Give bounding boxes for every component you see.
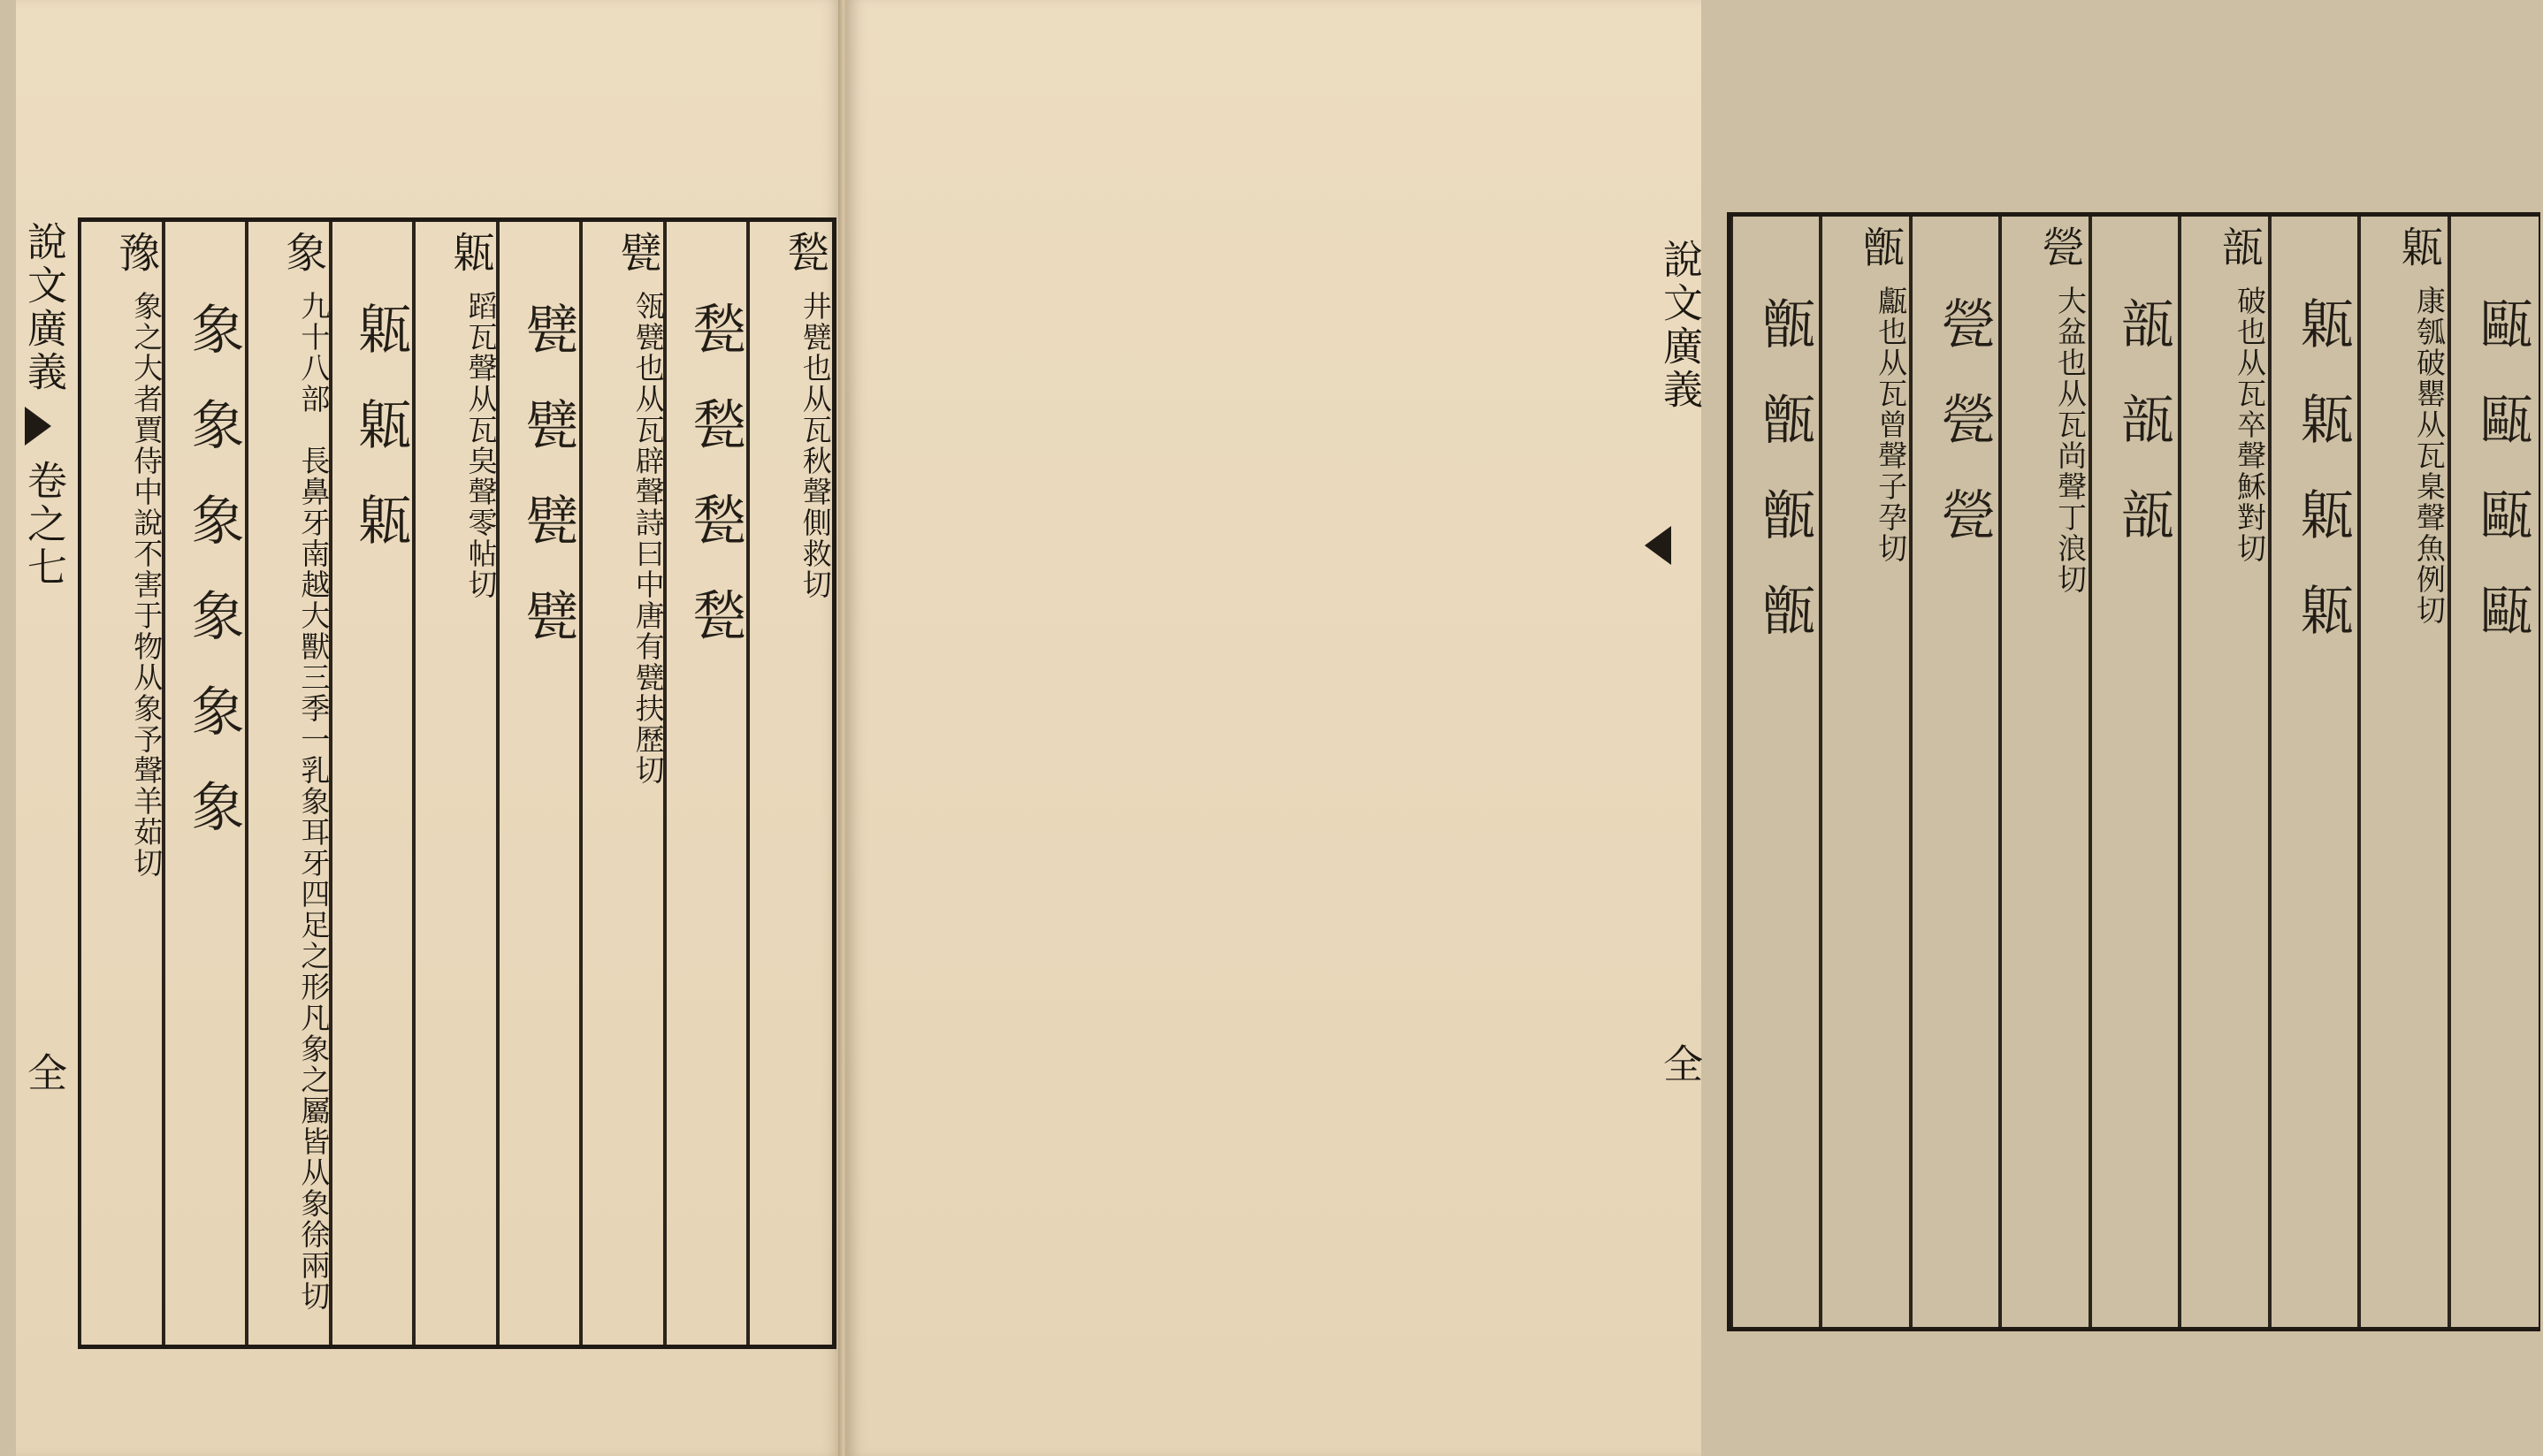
- right_page-gloss: 甗也从瓦曾聲子孕切: [1874, 286, 1909, 564]
- left_page-seal-forms: 甓甓甓甓: [516, 301, 579, 683]
- left-margin-bottom: 全: [20, 1052, 67, 1095]
- left_page-column: [164, 222, 248, 1345]
- right_page-column: [2359, 217, 2448, 1327]
- left_page-gloss: 九十八部 長鼻牙南越大獸三季一乳象耳牙四足之形凡象之屬皆从象徐兩切: [296, 291, 332, 1312]
- right_page-headword: 甑: [1856, 225, 1905, 267]
- left_page-column: [581, 222, 665, 1345]
- fishtail-mark: [25, 407, 51, 446]
- left-margin-volume: 卷之七: [20, 460, 67, 590]
- left_page-column: [414, 222, 498, 1345]
- right_page-column: [2000, 217, 2089, 1327]
- left_page-gloss: 井甓也从瓦秋聲側救切: [798, 291, 833, 600]
- left_page-headword: 甃: [780, 231, 829, 272]
- right_page-column: [1731, 217, 1821, 1327]
- left_page-column: [498, 222, 582, 1345]
- right_page-column: [1821, 217, 1910, 1327]
- right_page-seal-forms: 甇甇甇: [1933, 296, 1996, 583]
- left_page-headword: 豫: [111, 231, 161, 272]
- right_page-column: [1911, 217, 2000, 1327]
- right_page-gloss: 大盆也从瓦尚聲丁浪切: [2053, 286, 2089, 595]
- left-page: [16, 0, 842, 1456]
- right_page-headword: 甇: [2035, 225, 2085, 267]
- left_page-column: [665, 222, 749, 1345]
- left_page-column: [331, 222, 415, 1345]
- right-page: [845, 0, 2533, 1456]
- right_page-column: [2090, 217, 2180, 1327]
- left_page-column: [748, 222, 832, 1345]
- left_page-gloss: 象之大者賈侍中說不害于物从象予聲羊茹切: [129, 291, 164, 879]
- fishtail-mark-right: [1645, 526, 1671, 565]
- left-margin-title: 說文廣義: [20, 221, 67, 394]
- left_page-column: [247, 222, 331, 1345]
- right-margin-title: 說文廣義: [1656, 239, 1703, 412]
- left_page-seal-forms: 甈甈甈: [349, 301, 412, 588]
- left_page-headword: 象: [279, 231, 328, 272]
- left_page-headword: 甓: [613, 231, 662, 272]
- left_page-seal-forms: 象象象象象象: [182, 301, 245, 874]
- right-margin-bottom: 全: [1656, 1043, 1703, 1086]
- left_page-gloss: 瓴甓也从瓦辟聲詩曰中唐有甓扶歷切: [630, 291, 666, 786]
- right_page-headword: 甈: [2394, 225, 2443, 267]
- right_page-headword: 瓿: [2214, 225, 2264, 267]
- right_page-column: [2180, 217, 2269, 1327]
- right_page-column: [2449, 217, 2539, 1327]
- left_page-headword: 甈: [446, 231, 495, 272]
- left_page-gloss: 蹈瓦聲从瓦㚖聲零帖切: [463, 291, 499, 600]
- right_page-gloss: 康瓠破罌从瓦臬聲魚例切: [2411, 286, 2447, 626]
- right_page-seal-forms: 甑甑甑甑: [1753, 296, 1816, 678]
- left_page-seal-forms: 甃甃甃甃: [683, 301, 746, 683]
- right_page-seal-forms: 甈甈甈甈: [2291, 296, 2354, 678]
- right_page-seal-forms: 甌甌甌甌: [2470, 296, 2533, 678]
- right_page-gloss: 破也从瓦卒聲穌對切: [2232, 286, 2267, 564]
- right-text-frame: [1727, 212, 2540, 1331]
- right_page-seal-forms: 瓿瓿瓿: [2112, 296, 2174, 583]
- left_page-column: [80, 222, 164, 1345]
- right_page-column: [2270, 217, 2359, 1327]
- left-text-frame: [78, 217, 836, 1349]
